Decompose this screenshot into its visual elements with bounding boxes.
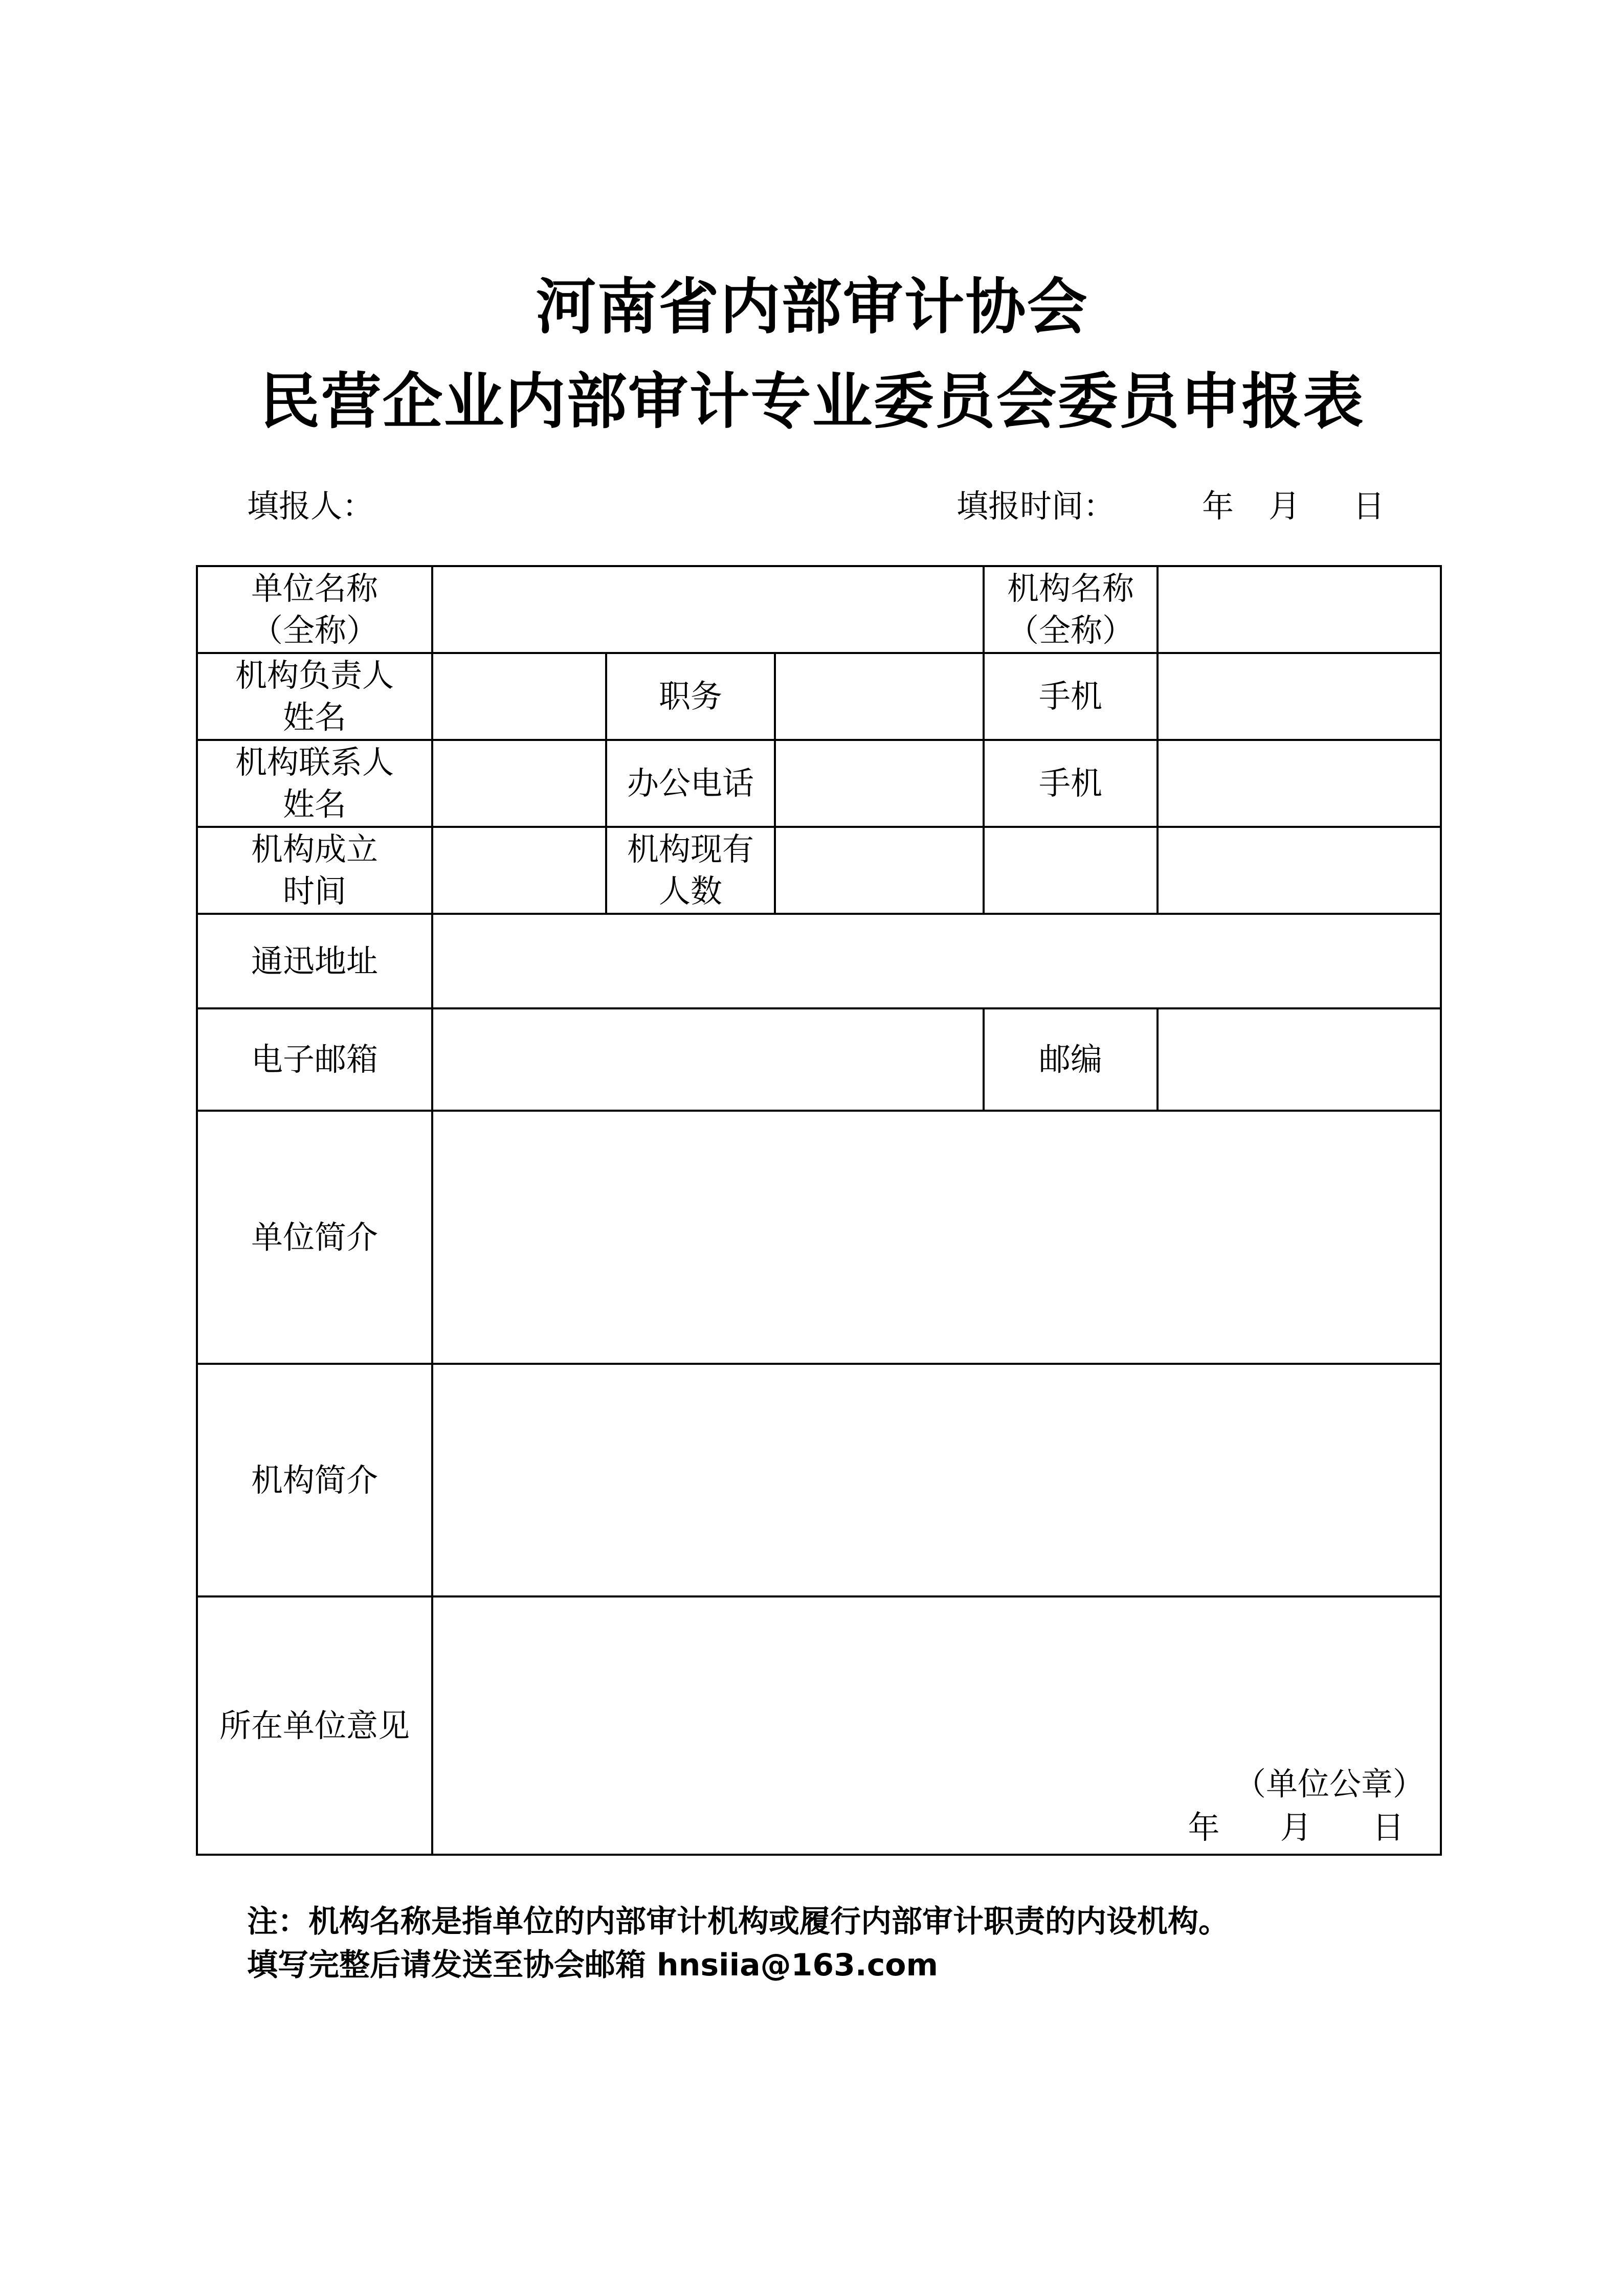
label-head-mobile: 手机 bbox=[984, 653, 1158, 740]
label-postcode: 邮编 bbox=[984, 1008, 1158, 1111]
field-unit-intro[interactable] bbox=[432, 1111, 1441, 1364]
document-title-line1: 河南省内部审计协会 bbox=[536, 271, 1088, 342]
date-day: 日 bbox=[1353, 487, 1385, 525]
document-title-line2: 民营企业内部审计专业委员会委员申报表 bbox=[259, 366, 1365, 437]
field-address[interactable] bbox=[432, 914, 1441, 1008]
note-line2: 填写完整后请发送至协会邮箱 hnsiia@163.com bbox=[247, 1947, 938, 1983]
label-contact-mobile: 手机 bbox=[984, 740, 1158, 827]
label-address: 通迅地址 bbox=[197, 914, 432, 1008]
application-form-table bbox=[196, 565, 1442, 1856]
field-unit-opinion[interactable] bbox=[432, 1596, 1441, 1855]
field-position[interactable] bbox=[775, 653, 984, 740]
label-position: 职务 bbox=[606, 653, 775, 740]
field-blank-2[interactable] bbox=[1158, 827, 1441, 914]
field-unit-name[interactable] bbox=[432, 566, 984, 653]
label-unit-opinion: 所在单位意见 bbox=[197, 1596, 432, 1855]
field-org-intro[interactable] bbox=[432, 1364, 1441, 1596]
label-org-name: 机构名称 （全称） bbox=[984, 566, 1158, 653]
field-blank-1[interactable] bbox=[984, 827, 1158, 914]
label-unit-intro: 单位简介 bbox=[197, 1111, 432, 1364]
date-year: 年 bbox=[1202, 487, 1234, 525]
label-office-phone: 办公电话 bbox=[606, 740, 775, 827]
label-unit-name: 单位名称 （全称） bbox=[197, 566, 432, 653]
field-postcode[interactable] bbox=[1158, 1008, 1441, 1111]
sign-date: 年 月 日 bbox=[1188, 1809, 1405, 1846]
date-month: 月 bbox=[1269, 487, 1301, 525]
field-headcount[interactable] bbox=[775, 827, 984, 914]
seal-label: （单位公章） bbox=[1234, 1765, 1425, 1803]
date-label: 填报时间： bbox=[956, 487, 1116, 525]
field-email[interactable] bbox=[432, 1008, 984, 1111]
label-headcount: 机构现有 人数 bbox=[606, 827, 775, 914]
note-line1: 注：机构名称是指单位的内部审计机构或履行内部审计职责的内设机构。 bbox=[247, 1904, 1229, 1940]
label-contact-name: 机构联系人 姓名 bbox=[197, 740, 432, 827]
filler-label: 填报人： bbox=[247, 487, 374, 525]
label-email: 电子邮箱 bbox=[197, 1008, 432, 1111]
field-contact-name[interactable] bbox=[432, 740, 606, 827]
label-founded: 机构成立 时间 bbox=[197, 827, 432, 914]
field-org-name[interactable] bbox=[1158, 566, 1441, 653]
field-office-phone[interactable] bbox=[775, 740, 984, 827]
label-org-intro: 机构简介 bbox=[197, 1364, 432, 1596]
field-founded[interactable] bbox=[432, 827, 606, 914]
field-contact-mobile[interactable] bbox=[1158, 740, 1441, 827]
field-head-name[interactable] bbox=[432, 653, 606, 740]
label-head-name: 机构负责人 姓名 bbox=[197, 653, 432, 740]
field-head-mobile[interactable] bbox=[1158, 653, 1441, 740]
